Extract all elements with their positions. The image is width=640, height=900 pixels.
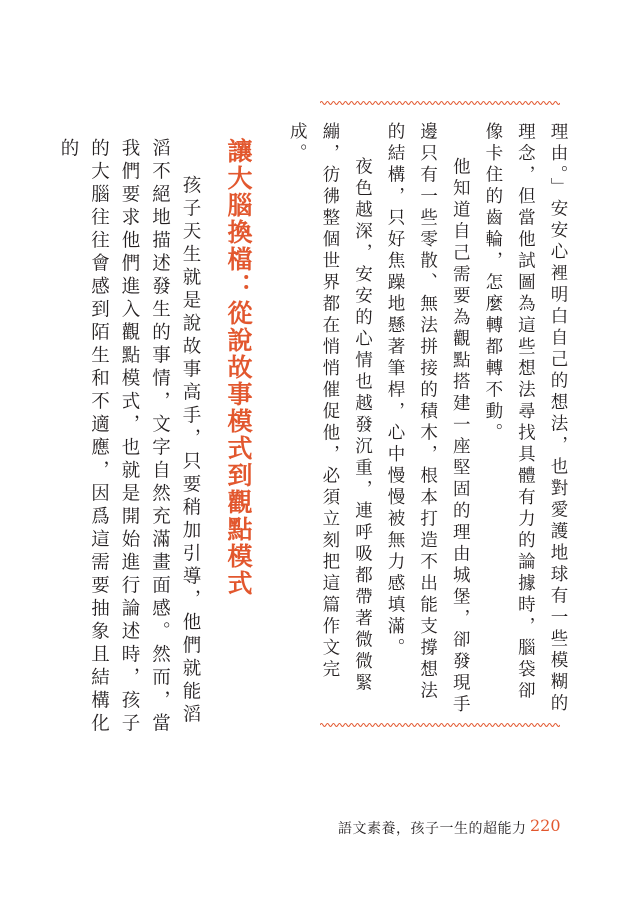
wavy-border-bottom <box>320 722 560 728</box>
section-body <box>53 138 206 738</box>
body-paragraph: 孩子天生就是說故事高手，只要稍加引導，他們就能滔滔不絕地描述發生的事情，文字自然充滿畫面感。然而，當我們要求他們進入觀點模式，也就是開始進行論述時，孩子的大腦往往會感到陌生和不適應，因爲這需要抽象且結構化的 <box>58 138 201 736</box>
story-excerpt-text <box>281 122 574 722</box>
story-excerpt-box <box>287 100 580 728</box>
story-paragraph: 夜色越深，安安的心情也越發沉重，連呼吸都帶著微微緊繃，彷彿整個世界都在悄悄催促他，必須立刻把這篇作文完成。 <box>287 122 373 695</box>
section-heading: 讓大腦換檔：從說故事模式到觀點模式 <box>224 138 253 597</box>
running-footer-title: 語文素養，孩子一生的超能力 <box>338 821 527 837</box>
story-paragraph: 他知道自己需要為觀點搭建一座堅固的理由城堡，卻發現手邊只有一些零散、無法拼接的積木，根本打造不出能支撐想法的結構，只好焦躁地懸著筆桿，心中慢慢被無力感填滿。 <box>385 122 471 716</box>
page-number: 220 <box>530 816 561 835</box>
story-paragraph: 理由。」安安心裡明白自己的想法，也對愛護地球有一些模糊的理念，但當他試圖為這些想法尋找具體有力的論據時，腦袋卻像卡住的齒輪，怎麼轉都轉不動。 <box>482 122 568 716</box>
wavy-border-top <box>320 100 560 106</box>
